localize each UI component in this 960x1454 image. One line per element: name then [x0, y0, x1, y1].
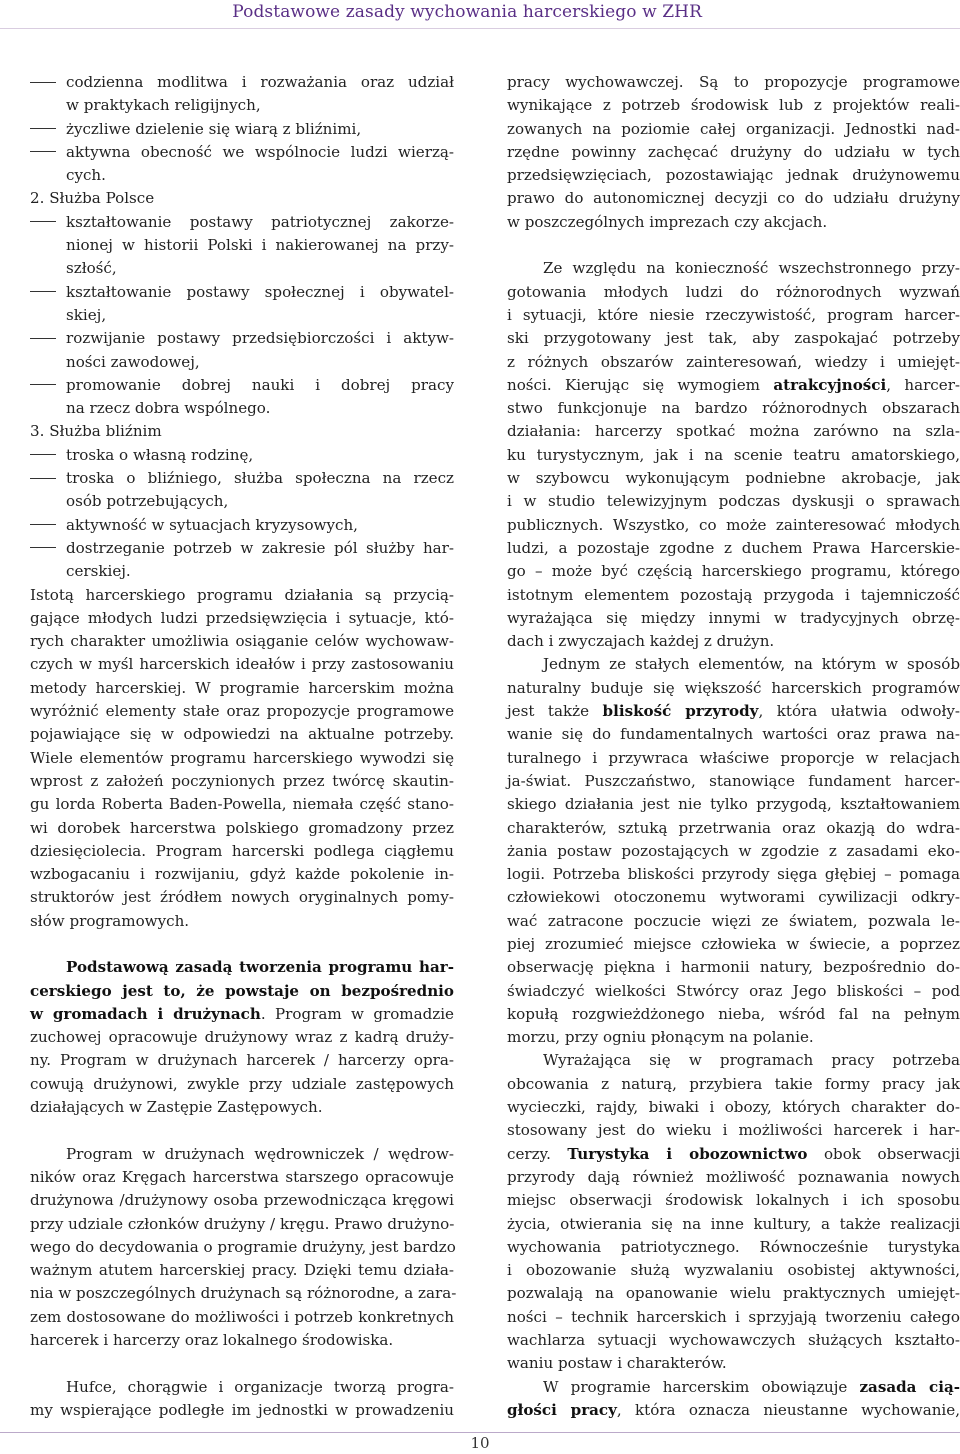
text-line: cowują drużynowi, zwykle przy udziale zastępowych — [30, 1074, 454, 1093]
text-line: dach i zwyczajach każdej z drużyn. — [507, 632, 775, 651]
text-line: Wyrażająca się w programach pracy potrzeba — [543, 1051, 960, 1070]
list-dash — [30, 151, 56, 152]
text-line: skiego działania jest nie tylko przygodą, kształtowaniem — [507, 795, 960, 814]
text-line: i w studio telewizyjnym podczas dyskusji o sprawach — [507, 492, 960, 511]
text-line: działania: harcerzy spotkać można zarówno na szla- — [507, 422, 960, 441]
text-line: logii. Potrzeba bliskości przyrody sięga głębiej – pomaga — [507, 865, 960, 884]
list-dash — [30, 291, 56, 292]
list-dash — [30, 524, 56, 525]
text-line: Program w drużynach wędrowniczek / wędrow- — [66, 1144, 454, 1163]
text-line: 3. Służba bliźnim — [30, 422, 162, 441]
text-line: pracy wychowawczej. Są to propozycje programowe — [507, 73, 960, 91]
text-line: gu lorda Roberta Baden-Powella, niemała część stano- — [30, 795, 454, 814]
list-dash — [30, 338, 56, 339]
text-line: i obozowanie służą wyzwalaniu osobistej aktywności, — [507, 1261, 960, 1280]
text-line: zuchowej opracowuje drużynowy wraz z kadrą druży- — [30, 1028, 454, 1047]
text-line: wprost z założeń poczynionych przez twórcę skautin- — [30, 771, 454, 790]
list-dash — [30, 384, 56, 385]
text-line: 2. Służba Polsce — [30, 189, 155, 208]
text-line: ski przygotowany jest tak, aby zaspokajać potrzeby — [507, 329, 960, 348]
text-line: harcerek i harcerzy oraz lokalnego środowiska. — [30, 1331, 394, 1350]
text-line: wi dorobek harcerstwa polskiego gromadzony przez — [30, 818, 454, 837]
text-line: w praktykach religijnych, — [66, 96, 261, 115]
text-line: troska o własną rodzinę, — [30, 444, 454, 467]
text-line: czych w myśl harcerskich ideałów i przy zastosowaniu — [30, 655, 454, 674]
page-number: 10 — [462, 1434, 498, 1452]
text-line: cerskiej. — [66, 562, 131, 581]
text-line: kształtowanie postawy społecznej i obywatel- — [30, 281, 454, 304]
list-dash — [30, 221, 56, 222]
list-dash — [30, 82, 56, 83]
text-line: ników oraz Kręgach harcerstwa starszego opracowuje — [30, 1167, 454, 1186]
text-line: obserwację piękna i harmonii natury, bezpośrednio do- — [507, 958, 960, 977]
footer-rule — [0, 1432, 960, 1433]
text-line: Wiele elementów programu harcerskiego wywodzi się — [30, 748, 454, 767]
text-line: waniu postaw i charakterów. — [507, 1354, 727, 1373]
text-line: morzu, przy ogniu płonącym na polanie. — [507, 1028, 814, 1047]
text-line: ności. Kierując się wymogiem atrakcyjności, harcer- — [507, 375, 960, 394]
text-line: cerzy. Turystyka i obozownictwo obok obserwacji — [507, 1144, 960, 1163]
text-line: Ze względu na konieczność wszechstronnego przy- — [543, 259, 960, 278]
text-line: piej zrozumieć miejsce człowieka w świecie, a poprzez — [507, 934, 960, 953]
text-line: w szybowcu wykonującym podniebne akrobacje, jak — [507, 469, 960, 488]
text-line: go – może być częścią harcerskiego programu, którego — [507, 562, 960, 581]
text-line: turalnego i przywraca właściwe proporcje w relacjach — [507, 748, 960, 767]
header-title: Podstawowe zasady wychowania harcerskiego w ZHR — [232, 2, 702, 22]
text-line: szłość, — [66, 259, 117, 278]
text-line: troska o bliźniego, służba społeczna na rzecz — [30, 467, 454, 490]
text-line: dostrzeganie potrzeb w zakresie pól służby har- — [30, 537, 454, 560]
text-line: Jednym ze stałych elementów, na którym w sposób — [543, 655, 960, 674]
list-dash — [30, 454, 56, 455]
text-line: w gromadach i drużynach. Program w gromadzie — [30, 1004, 454, 1023]
text-line: cerskiego jest to, że powstaje on bezpośrednio — [30, 981, 454, 1000]
text-line: naturalny buduje się większość harcerskich programów — [507, 678, 960, 697]
right-column — [507, 71, 960, 1422]
text-line: zowanych na poziomie całej organizacji. Jednostki nad- — [507, 119, 960, 138]
text-line: prawo do autonomicznej decyzji co do udziału drużyny — [507, 189, 960, 208]
text-line: pojawiające się w odpowiedzi na aktualne potrzeby. — [30, 725, 454, 744]
text-line: życia, otwierania się na inne kultury, a także realizacji — [507, 1214, 960, 1233]
text-line: wynikające z potrzeb środowisk lub z projektów reali- — [507, 96, 960, 115]
text-line: wyrażająca się między innymi w tradycyjnych obrzę- — [507, 608, 960, 627]
text-line: nionej w historii Polski i nakierowanej na przy- — [66, 236, 454, 255]
text-line: skiej, — [66, 305, 107, 324]
text-line: rozwijanie postawy przedsiębiorczości i aktyw- — [30, 327, 454, 350]
text-line: ważnym atutem harcerskiej pracy. Dzięki temu działa- — [30, 1261, 454, 1280]
text-line: i sytuacji, które niesie rzeczywistość, program harcer- — [507, 305, 960, 324]
text-line: promowanie dobrej nauki i dobrej pracy — [30, 374, 454, 397]
text-line: kopułą rozgwieżdżonego nieba, wśród fal na pełnym — [507, 1004, 960, 1023]
text-line: aktywność w sytuacjach kryzysowych, — [30, 514, 454, 537]
text-line: miejsc obserwacji środowisk lokalnych i ich sposobu — [507, 1191, 960, 1210]
text-line: życzliwe dzielenie się wiarą z bliźnimi, — [30, 118, 454, 141]
text-line: przy udziale członków drużyny / kręgu. Prawo drużyno- — [30, 1214, 455, 1233]
text-line: wać zatracone poczucie więzi ze światem, pozwala le- — [507, 911, 960, 930]
text-line: wanie się do fundamentalnych wartości oraz prawa na- — [507, 725, 960, 744]
text-line: aktywna obecność we wspólnocie ludzi wierzą- — [30, 141, 454, 164]
left-column — [30, 71, 457, 1422]
text-line: nia w poszczególnych drużynach są różnorodne, a zara- — [30, 1284, 457, 1303]
text-line: zem dostosowane do możliwości i potrzeb konkretnych — [30, 1307, 454, 1326]
text-line: na rzecz dobra wspólnego. — [66, 399, 271, 418]
text-line: cych. — [66, 166, 106, 185]
text-line: drużynowa /drużynowy osoba przewodnicząca kręgowi — [30, 1191, 454, 1210]
text-line: wego do decydowania o programie drużyny, jest bardzo — [30, 1237, 456, 1256]
list-dash — [30, 547, 56, 548]
list-dash — [30, 478, 56, 479]
text-line: wyróżnić elementy stałe oraz propozycje programowe — [30, 702, 454, 721]
text-line: ny. Program w drużynach harcerek / harcerzy opra- — [30, 1051, 454, 1070]
text-line: słów programowych. — [30, 911, 190, 930]
text-line: istotnym elementem pozostają przygoda i tajemniczość — [507, 585, 960, 604]
text-line: stosowany jest do wieku i możliwości harcerek i har- — [507, 1121, 960, 1140]
text-line: gające młodych ludzi przedsięwzięcia i sytuacje, któ- — [30, 608, 454, 627]
text-line: dziesięciolecia. Program harcerski podlega ciągłemu — [30, 841, 454, 860]
text-line: w poszczególnych imprezach czy akcjach. — [507, 212, 828, 231]
text-line: rzędne powinny zachęcać drużyny do udziału w tych — [507, 142, 960, 161]
text-line: Istotą harcerskiego programu działania są przycią- — [30, 585, 454, 604]
text-line: ności – technik harcerskich i sprzyjają tworzeniu całego — [507, 1307, 960, 1326]
text-line: Podstawową zasadą tworzenia programu har- — [66, 958, 454, 977]
text-line: W programie harcerskim obowiązuje zasada cią- — [543, 1377, 960, 1396]
text-line: codzienna modlitwa i rozważania oraz udział — [30, 71, 454, 94]
text-line: głości pracy, która oznacza nieustanne wychowanie, — [507, 1400, 960, 1419]
text-line: kształtowanie postawy patriotycznej zakorze- — [30, 211, 454, 234]
text-line: jest także bliskość przyrody, która ułatwia odwoły- — [507, 702, 960, 721]
text-line: ja-świat. Puszczaństwo, stanowiące fundament harcer- — [507, 771, 960, 790]
text-line: z różnych obszarów zainteresowań, wiedzy i umiejęt- — [507, 352, 960, 371]
text-line: wychowania patriotycznego. Równocześnie turystyka — [507, 1237, 960, 1256]
text-line: charakterów, sztuką przetrwania oraz okazją do wdra- — [507, 818, 960, 837]
text-line: wycieczki, rajdy, biwaki i obozy, których charakter do- — [507, 1098, 960, 1117]
text-line: ności zawodowej, — [66, 352, 200, 371]
text-line: działających w Zastępie Zastępowych. — [30, 1098, 323, 1117]
text-line: przedsięwzięciach, pozostawiając jednak drużynowemu — [507, 166, 960, 185]
text-line: pozwalają na opanowanie wielu praktycznych umiejęt- — [507, 1284, 960, 1303]
text-line: żania postaw pozostających w zgodzie z zasadami eko- — [507, 841, 960, 860]
text-line: wachlarza sytuacji wychowawczych służących kształto- — [507, 1331, 960, 1350]
text-line: gotowania młodych ludzi do różnorodnych wyzwań — [507, 282, 960, 301]
text-line: świadczyć wielkości Stwórcy oraz Jego bliskości – pod — [507, 981, 960, 1000]
text-line: metody harcerskiej. W programie harcerskim można — [30, 678, 454, 697]
list-dash — [30, 128, 56, 129]
text-line: publicznych. Wszystko, co może zainteresować młodych — [507, 515, 960, 534]
text-line: ludzi, a pozostaje zgodne z duchem Prawa Harcerskie- — [507, 538, 960, 557]
text-line: obcowania z naturą, przybiera takie formy pracy jak — [507, 1074, 960, 1093]
text-line: my wspierające podległe im jednostki w prowadzeniu — [30, 1400, 454, 1419]
text-line: przyrody dają również możliwość poznawania nowych — [507, 1167, 960, 1186]
text-line: stwo funkcjonuje na bardzo różnorodnych obszarach — [507, 399, 960, 418]
running-header — [0, 0, 960, 29]
text-line: rych charakter umożliwia osiąganie celów wychowaw- — [30, 632, 454, 651]
text-line: ku turystycznym, jak i na scenie teatru amatorskiego, — [507, 445, 960, 464]
text-line: Hufce, chorągwie i organizacje tworzą progra- — [66, 1377, 454, 1396]
text-line: struktorów jest źródłem nowych oryginalnych pomy- — [30, 888, 454, 907]
text-line: osób potrzebujących, — [66, 492, 229, 511]
text-line: wzbogacaniu i rozwijaniu, gdyż każde pokolenie in- — [30, 865, 454, 884]
text-line: człowiekowi otoczonemu wytworami cywilizacji odkry- — [507, 888, 960, 907]
